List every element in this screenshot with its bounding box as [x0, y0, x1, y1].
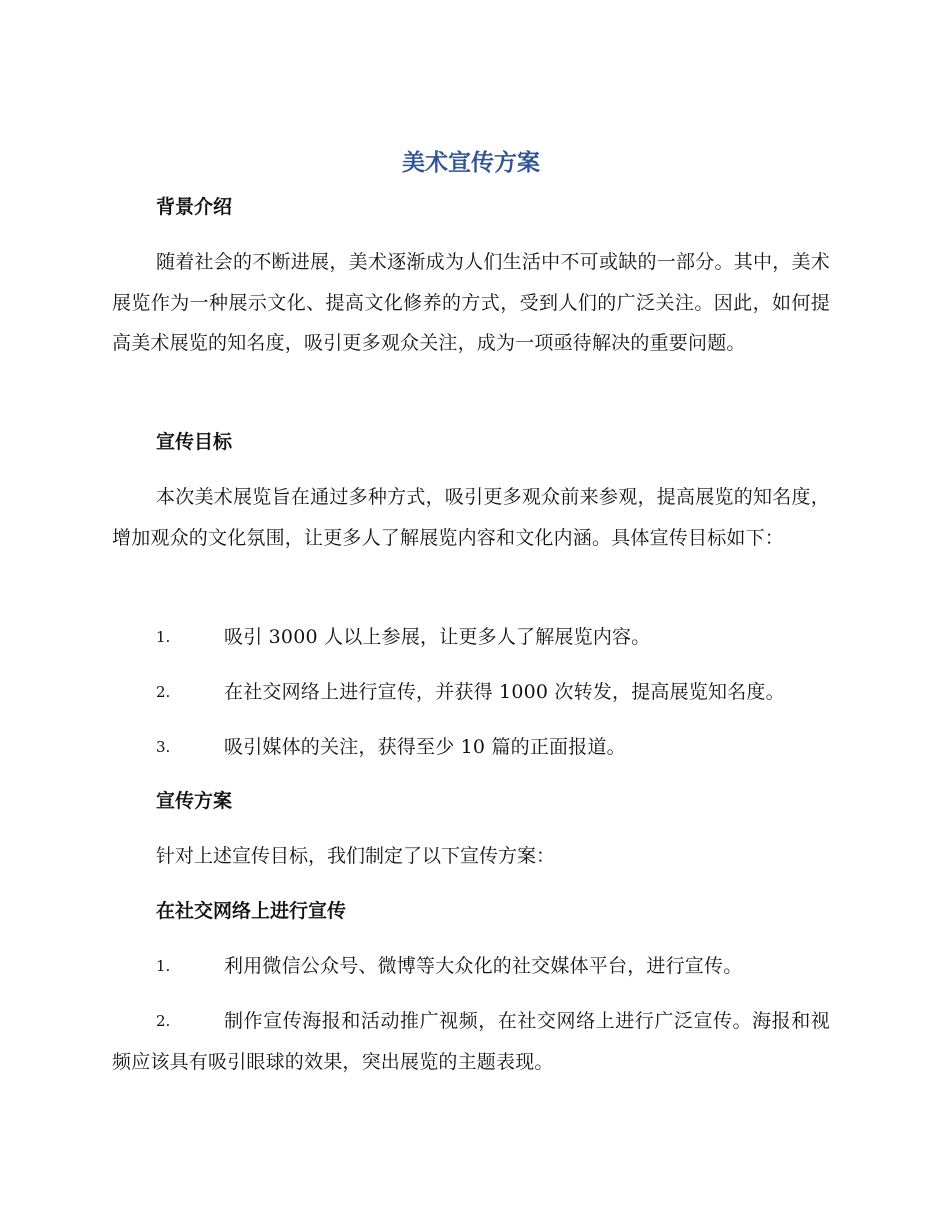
goals-paragraph: 本次美术展览旨在通过多种方式，吸引更多观众前来参观，提高展览的知名度，增加观众的文化氛围，让更多人了解展览内容和文化内涵。具体宣传目标如下：	[112, 486, 830, 549]
goal-item-2	[112, 672, 830, 713]
section-heading-background: 背景介绍	[156, 196, 233, 218]
list-number: 1.	[156, 957, 171, 975]
document-title: 美术宣传方案	[402, 150, 540, 176]
social-item-2	[112, 1001, 830, 1082]
plan-intro: 针对上述宣传目标，我们制定了以下宣传方案：	[156, 845, 556, 867]
list-item-text: 利用微信公众号、微博等大众化的社交媒体平台，进行宣传。	[224, 955, 743, 977]
list-item-text: 在社交网络上进行宣传，并获得 1000 次转发，提高展览知名度。	[224, 681, 785, 703]
list-item-text: 制作宣传海报和活动推广视频，在社交网络上进行广泛宣传。海报和视频应该具有吸引眼球的效果，突出展览的主题表现。	[112, 1010, 830, 1073]
goal-item-3	[112, 727, 830, 768]
social-item-1	[112, 946, 830, 987]
list-number: 2.	[156, 1012, 171, 1030]
goal-item-1	[112, 617, 830, 658]
section-heading-plan: 宣传方案	[156, 790, 233, 812]
section-heading-goals: 宣传目标	[156, 431, 233, 453]
list-item-text: 吸引 3000 人以上参展，让更多人了解展览内容。	[224, 626, 651, 648]
background-paragraph: 随着社会的不断进展，美术逐渐成为人们生活中不可或缺的一部分。其中，美术展览作为一种展示文化、提高文化修养的方式，受到人们的广泛关注。因此，如何提高美术展览的知名度，吸引更多观众关注，成为一项亟待解决的重要问题。	[112, 251, 830, 354]
list-item-text: 吸引媒体的关注，获得至少 10 篇的正面报道。	[224, 736, 626, 758]
section-heading-social: 在社交网络上进行宣传	[156, 900, 347, 922]
list-number: 1.	[156, 628, 171, 646]
list-number: 3.	[156, 738, 171, 756]
list-number: 2.	[156, 683, 171, 701]
